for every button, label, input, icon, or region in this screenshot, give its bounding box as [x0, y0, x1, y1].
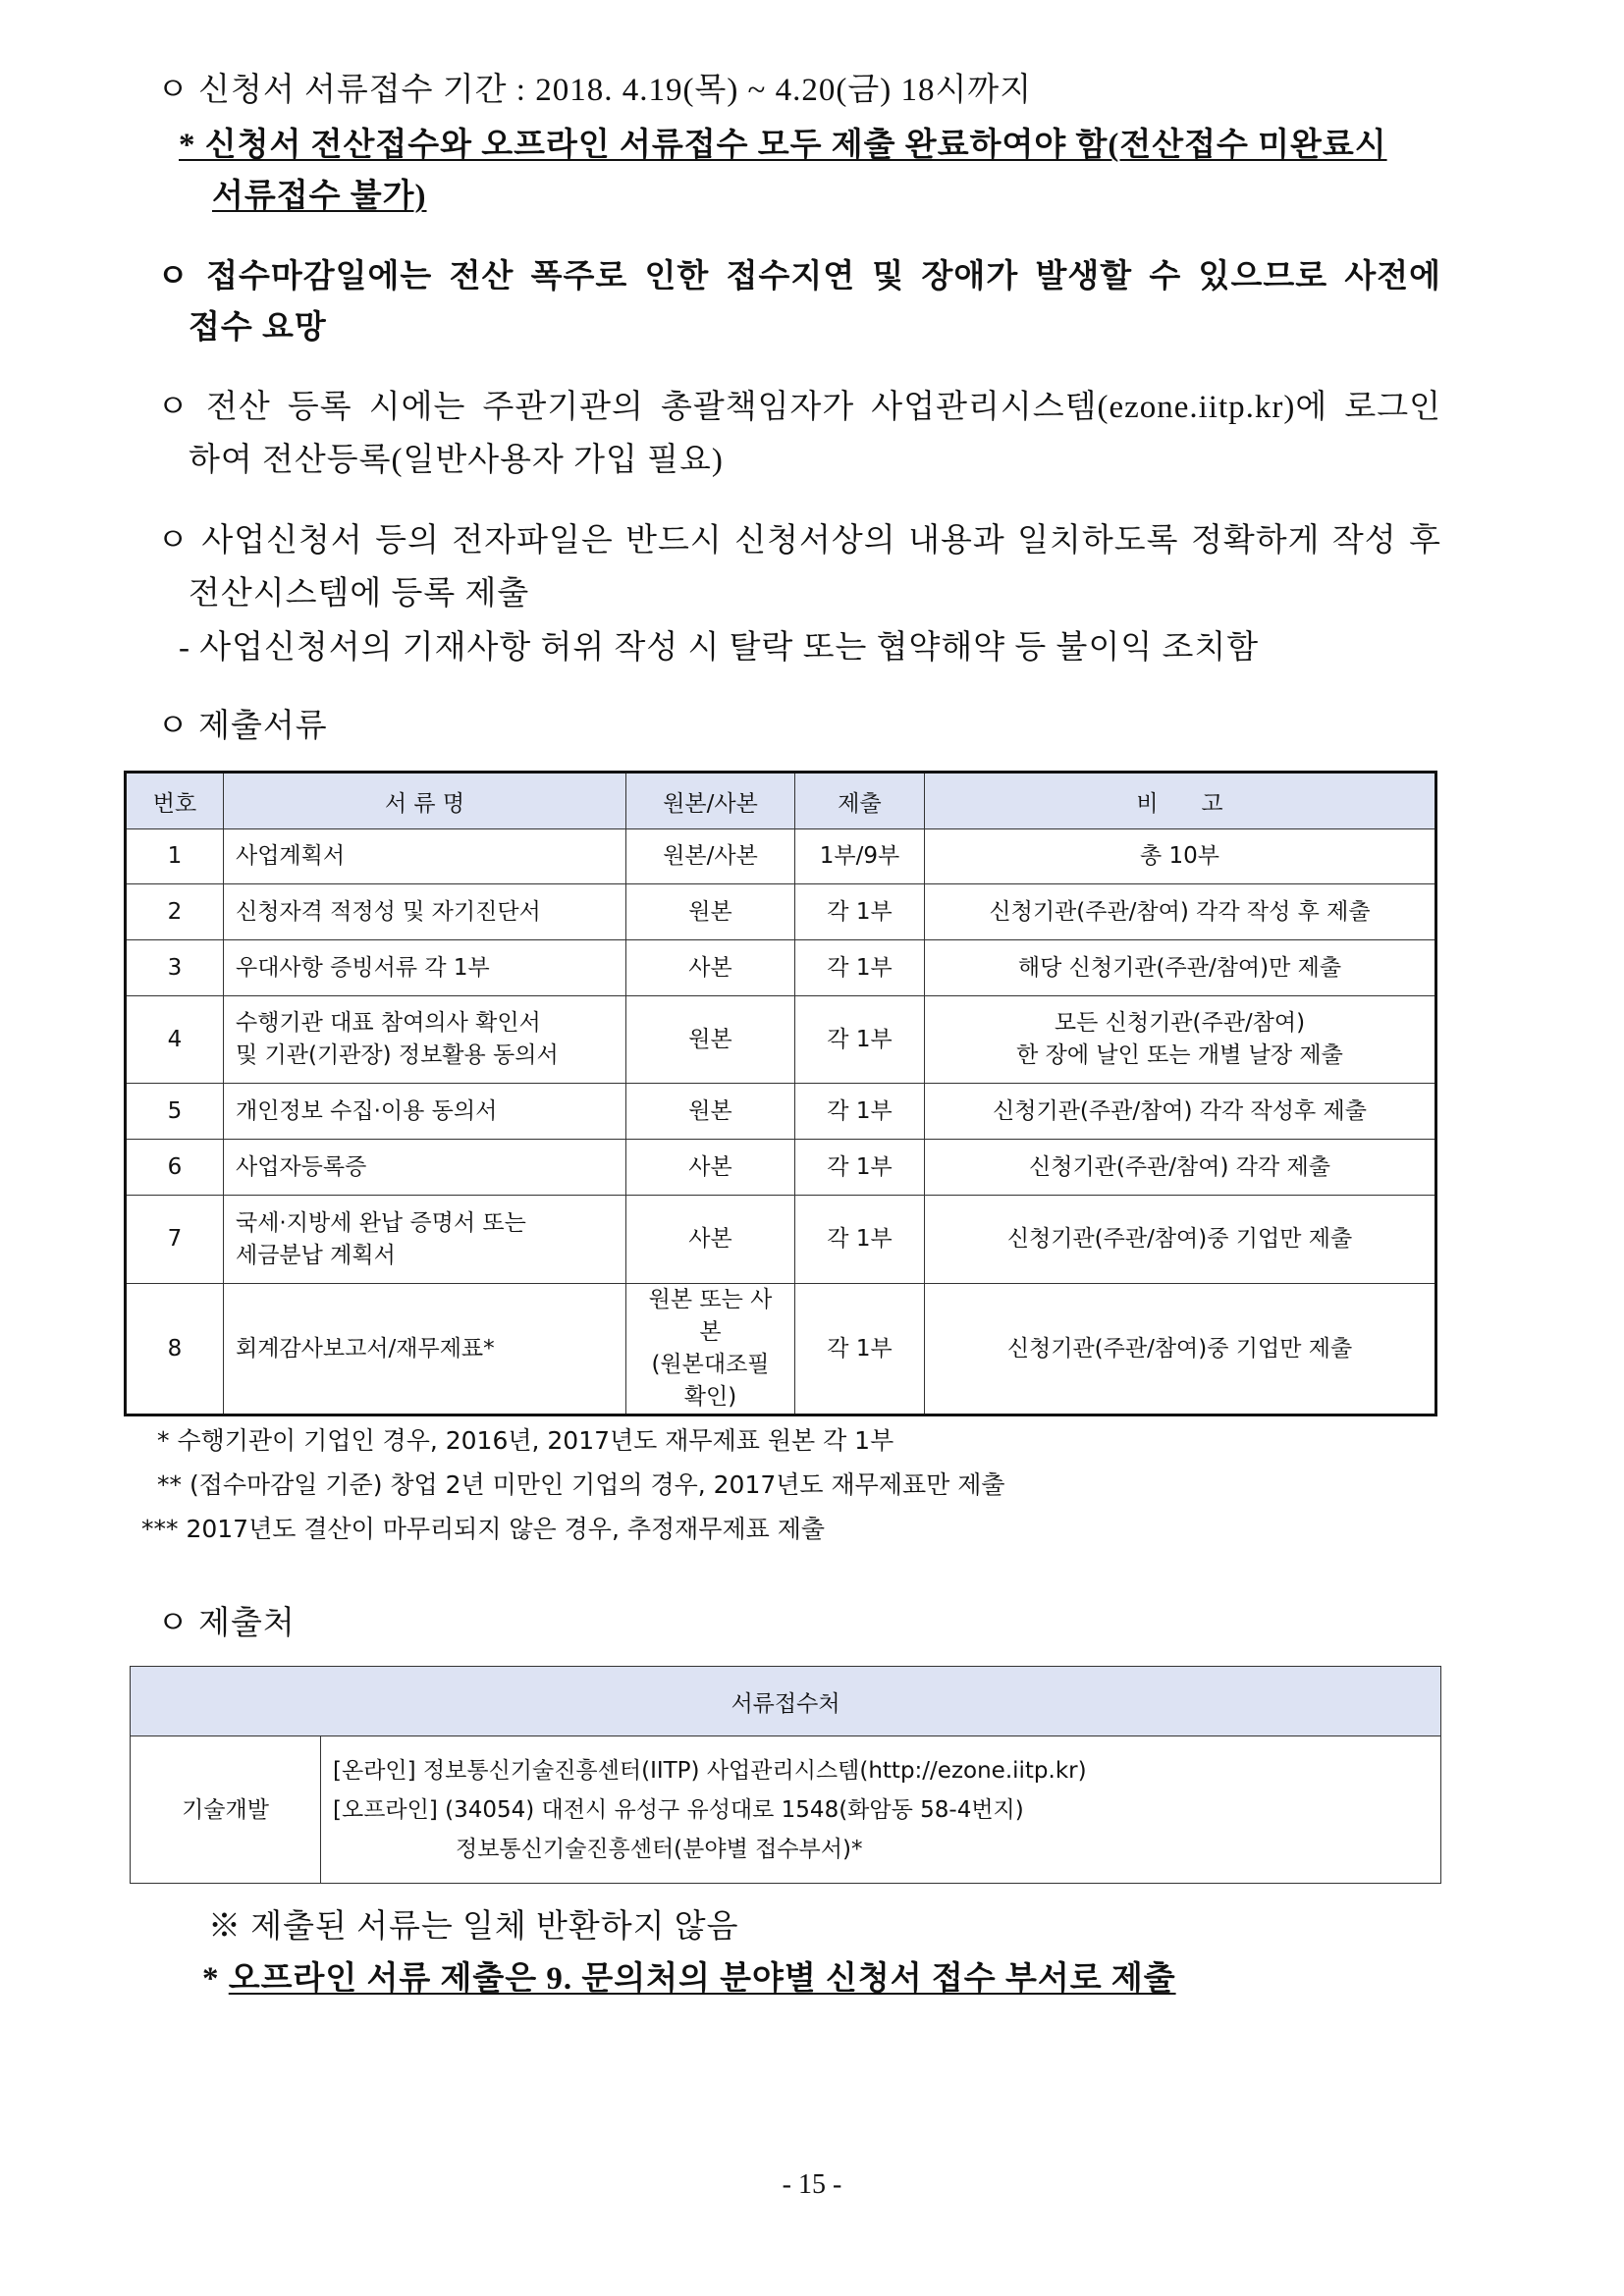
table-row — [126, 829, 1436, 884]
dest-row-content — [321, 1736, 1441, 1884]
row-doc-name — [224, 1196, 626, 1284]
row-type: 원본/사본 — [626, 829, 795, 884]
row-note: 신청기관(주관/참여) 각각 작성후 제출 — [925, 1084, 1436, 1140]
table-row — [126, 996, 1436, 1084]
dest-row-label: 기술개발 — [131, 1736, 321, 1884]
row-count: 각 1부 — [795, 1284, 925, 1415]
row-type: 원본 — [626, 1084, 795, 1140]
dest-offline-dept-line: 정보통신기술진흥센터(분야별 접수부서)* — [456, 1836, 863, 1862]
row-doc-name-line: 세금분납 계획서 — [236, 1242, 396, 1268]
row-doc-name-line: 및 기관(기관장) 정보활용 동의서 — [236, 1042, 559, 1068]
footnote-2: ** (접수마감일 기준) 창업 2년 미만인 기업의 경우, 2017년도 재무제표만 제출 — [157, 1470, 1005, 1499]
footnote-1: * 수행기관이 기업인 경우, 2016년, 2017년도 재무제표 원본 각 1부 — [157, 1426, 894, 1455]
dest-header: 서류접수처 — [131, 1667, 1441, 1736]
row-count: 각 1부 — [795, 884, 925, 940]
page-number: - 15 - — [782, 2169, 842, 2200]
deadline-note-line-2: 접수 요망 — [189, 310, 327, 346]
row-number: 7 — [126, 1196, 224, 1284]
table-header-row — [126, 773, 1436, 829]
header-remarks: 비 고 — [925, 773, 1436, 829]
docs-heading: ㅇ 제출서류 — [157, 709, 328, 744]
row-number: 4 — [126, 996, 224, 1084]
table-row — [126, 1284, 1436, 1415]
row-type: 원본 — [626, 884, 795, 940]
row-note: 해당 신청기관(주관/참여)만 제출 — [925, 940, 1436, 996]
row-doc-name: 사업계획서 — [224, 829, 626, 884]
row-note: 신청기관(주관/참여) 각각 제출 — [925, 1140, 1436, 1196]
footnote-3: *** 2017년도 결산이 마무리되지 않은 경우, 추정재무제표 제출 — [141, 1515, 825, 1543]
table-row — [126, 884, 1436, 940]
offline-note-star: * — [202, 1961, 220, 1997]
file-note-line-1: ㅇ 사업신청서 등의 전자파일은 반드시 신청서상의 내용과 일치하도록 정확하게 작성 후 — [157, 523, 1441, 559]
row-count: 각 1부 — [795, 996, 925, 1084]
row-number: 5 — [126, 1084, 224, 1140]
row-type-line: (원본대조필 — [651, 1352, 770, 1377]
row-note-line: 한 장에 날인 또는 개별 날장 제출 — [1016, 1042, 1343, 1068]
row-note: 총 10부 — [925, 829, 1436, 884]
row-count: 1부/9부 — [795, 829, 925, 884]
row-number: 8 — [126, 1284, 224, 1415]
row-note-line: 모든 신청기관(주관/참여) — [1054, 1010, 1306, 1036]
row-doc-name — [224, 996, 626, 1084]
row-type: 사본 — [626, 1196, 795, 1284]
dest-offline-line: [오프라인] (34054) 대전시 유성구 유성대로 1548(화암동 58-4번지) — [333, 1796, 1024, 1823]
row-doc-name: 사업자등록증 — [224, 1140, 626, 1196]
register-note-line-1: ㅇ 전산 등록 시에는 주관기관의 총괄책임자가 사업관리시스템(ezone.iitp.kr)에 로그인 — [157, 390, 1441, 425]
row-doc-name: 우대사항 증빙서류 각 1부 — [224, 940, 626, 996]
dest-row — [131, 1736, 1441, 1884]
row-type: 원본 — [626, 996, 795, 1084]
header-submit-count: 제출 — [795, 773, 925, 829]
header-number: 번호 — [126, 773, 224, 829]
table-row — [126, 1140, 1436, 1196]
row-count: 각 1부 — [795, 940, 925, 996]
row-count: 각 1부 — [795, 1196, 925, 1284]
row-number: 1 — [126, 829, 224, 884]
offline-submission-note — [202, 1959, 1176, 1999]
row-note: 신청기관(주관/참여) 각각 작성 후 제출 — [925, 884, 1436, 940]
offline-note-text: 오프라인 서류 제출은 9. 문의처의 분야별 신청서 접수 부서로 제출 — [228, 1961, 1176, 1997]
table-row — [126, 1196, 1436, 1284]
table-row — [126, 940, 1436, 996]
row-type-line: 원본 또는 사본 — [648, 1287, 773, 1345]
row-doc-name: 회계감사보고서/재무제표* — [224, 1284, 626, 1415]
submission-destination-table — [130, 1666, 1441, 1884]
header-original-copy: 원본/사본 — [626, 773, 795, 829]
submission-documents-table — [124, 771, 1437, 1416]
table-row — [126, 1084, 1436, 1140]
row-doc-name-line: 수행기관 대표 참여의사 확인서 — [236, 1010, 541, 1036]
submission-period-line: ㅇ 신청서 서류접수 기간 : 2018. 4.19(목) ~ 4.20(금) 18시까지 — [157, 73, 1033, 108]
file-note-line-2: 전산시스템에 등록 제출 — [189, 576, 530, 612]
no-return-note: ※ 제출된 서류는 일체 반환하지 않음 — [208, 1909, 739, 1945]
row-note — [925, 996, 1436, 1084]
period-note-line-2: 서류접수 불가) — [212, 179, 427, 214]
row-type: 사본 — [626, 1140, 795, 1196]
row-doc-name: 개인정보 수집·이용 동의서 — [224, 1084, 626, 1140]
row-number: 6 — [126, 1140, 224, 1196]
row-note: 신청기관(주관/참여)중 기업만 제출 — [925, 1196, 1436, 1284]
dest-header-row — [131, 1667, 1441, 1736]
header-doc-name: 서 류 명 — [224, 773, 626, 829]
row-doc-name-line: 국세·지방세 완납 증명서 또는 — [236, 1209, 526, 1236]
row-doc-name: 신청자격 적정성 및 자기진단서 — [224, 884, 626, 940]
row-type — [626, 1284, 795, 1415]
row-type-line: 확인) — [683, 1384, 737, 1410]
dest-online-line: [온라인] 정보통신기술진흥센터(IITP) 사업관리시스템(http://ezone.iitp.kr) — [333, 1757, 1087, 1784]
register-note-line-2: 하여 전산등록(일반사용자 가입 필요) — [189, 443, 724, 478]
row-count: 각 1부 — [795, 1140, 925, 1196]
row-count: 각 1부 — [795, 1084, 925, 1140]
row-number: 3 — [126, 940, 224, 996]
row-note: 신청기관(주관/참여)중 기업만 제출 — [925, 1284, 1436, 1415]
row-number: 2 — [126, 884, 224, 940]
deadline-note-line-1: ㅇ 접수마감일에는 전산 폭주로 인한 접수지연 및 장애가 발생할 수 있으므로 사전에 — [157, 259, 1441, 294]
period-note-line-1: * 신청서 전산접수와 오프라인 서류접수 모두 제출 완료하여야 함(전산접수 미완료시 — [179, 128, 1387, 163]
dest-heading: ㅇ 제출처 — [157, 1606, 296, 1641]
row-type: 사본 — [626, 940, 795, 996]
file-note-line-3: - 사업신청서의 기재사항 허위 작성 시 탈락 또는 협약해약 등 불이익 조치함 — [179, 630, 1260, 666]
